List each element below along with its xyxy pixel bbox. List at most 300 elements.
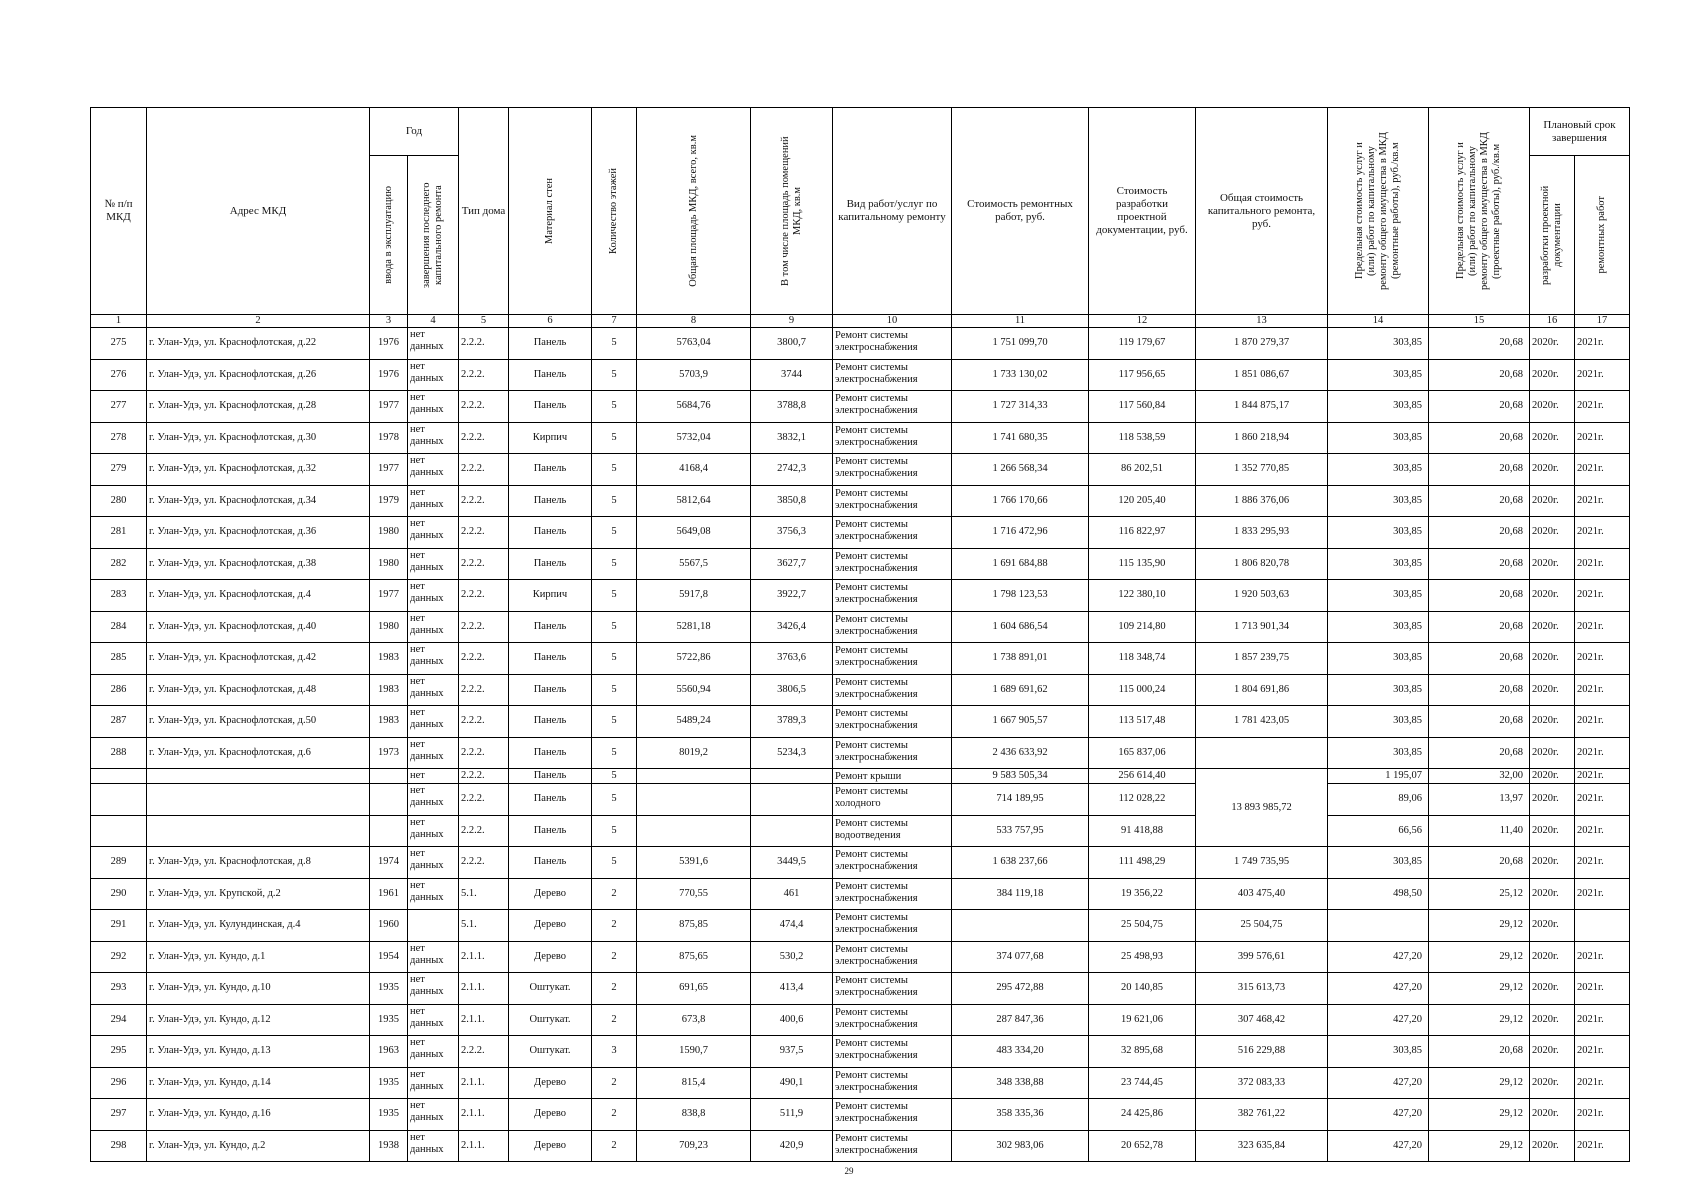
row-limit-design: 20,68 [1429, 485, 1530, 517]
table-row [91, 674, 1630, 706]
row-repair-cost: 714 189,95 [952, 784, 1089, 816]
row-plan-repair: 2021г. [1575, 973, 1630, 1005]
row-year-commission: 1935 [370, 973, 408, 1005]
row-total-cost: 1 851 086,67 [1196, 359, 1328, 391]
header-wall-material: Материал стен [509, 108, 592, 315]
row-design-cost: 165 837,06 [1089, 737, 1196, 769]
row-house-type: 2.2.2. [459, 422, 509, 454]
table-row [91, 580, 1630, 612]
row-plan-repair: 2021г. [1575, 1130, 1630, 1162]
row-house-type: 2.1.1. [459, 941, 509, 973]
row-plan-design: 2020г. [1530, 391, 1575, 423]
row-total-area: 5567,5 [637, 548, 751, 580]
row-address: г. Улан-Удэ, ул. Краснофлотская, д.30 [147, 422, 370, 454]
row-repair-cost: 302 983,06 [952, 1130, 1089, 1162]
header-year-commission: ввода в эксплуатацию [370, 156, 408, 315]
table-row [91, 517, 1630, 549]
capital-repair-table [90, 107, 1630, 1162]
row-total-cost: 399 576,61 [1196, 941, 1328, 973]
row-year-commission: 1977 [370, 454, 408, 486]
row-floors: 5 [592, 847, 637, 879]
header-premises-area: В том числе площадь помещений МКД, кв.м [751, 108, 833, 315]
row-number: 293 [91, 973, 147, 1005]
row-wall-material: Дерево [509, 1067, 592, 1099]
table-row [91, 611, 1630, 643]
row-wall-material: Панель [509, 737, 592, 769]
row-wall-material: Кирпич [509, 580, 592, 612]
row-wall-material: Панель [509, 784, 592, 816]
row-total-area: 5489,24 [637, 706, 751, 738]
row-number: 279 [91, 454, 147, 486]
row-limit-design: 13,97 [1429, 784, 1530, 816]
row-limit-repair: 303,85 [1328, 611, 1429, 643]
row-wall-material: Панель [509, 454, 592, 486]
row-year-last-repair: нет данных [408, 847, 459, 879]
row-total-area: 5684,76 [637, 391, 751, 423]
row-year-last-repair: нет данных [408, 1130, 459, 1162]
row-total-cost: 25 504,75 [1196, 910, 1328, 942]
row-number: 289 [91, 847, 147, 879]
row-limit-repair: 427,20 [1328, 1067, 1429, 1099]
row-address: г. Улан-Удэ, ул. Кундо, д.14 [147, 1067, 370, 1099]
row-design-cost: 118 538,59 [1089, 422, 1196, 454]
row-address: г. Улан-Удэ, ул. Краснофлотская, д.42 [147, 643, 370, 675]
row-house-type: 2.2.2. [459, 580, 509, 612]
column-number: 9 [751, 315, 833, 328]
row-wall-material: Дерево [509, 1130, 592, 1162]
row-premises-area [751, 769, 833, 784]
row-design-cost: 113 517,48 [1089, 706, 1196, 738]
row-wall-material: Панель [509, 517, 592, 549]
row-floors: 2 [592, 1067, 637, 1099]
row-limit-repair: 427,20 [1328, 1130, 1429, 1162]
row-year-last-repair: нет данных [408, 878, 459, 910]
row-plan-repair: 2021г. [1575, 878, 1630, 910]
row-address: г. Улан-Удэ, ул. Кундо, д.13 [147, 1036, 370, 1068]
row-plan-design: 2020г. [1530, 973, 1575, 1005]
row-total-cost: 13 893 985,72 [1196, 769, 1328, 847]
row-plan-repair: 2021г. [1575, 580, 1630, 612]
row-work-type: Ремонт системы электроснабжения [833, 847, 952, 879]
row-house-type: 5.1. [459, 910, 509, 942]
row-limit-repair: 303,85 [1328, 643, 1429, 675]
row-total-area: 815,4 [637, 1067, 751, 1099]
row-plan-repair: 2021г. [1575, 784, 1630, 816]
row-plan-repair: 2021г. [1575, 328, 1630, 360]
row-repair-cost: 533 757,95 [952, 815, 1089, 847]
row-total-area: 5722,86 [637, 643, 751, 675]
row-address: г. Улан-Удэ, ул. Кундо, д.2 [147, 1130, 370, 1162]
row-total-area: 5560,94 [637, 674, 751, 706]
row-premises-area: 400,6 [751, 1004, 833, 1036]
row-limit-design: 29,12 [1429, 973, 1530, 1005]
table-row [91, 1067, 1630, 1099]
row-year-commission: 1980 [370, 517, 408, 549]
row-wall-material: Дерево [509, 910, 592, 942]
row-premises-area: 3756,3 [751, 517, 833, 549]
column-number: 14 [1328, 315, 1429, 328]
row-work-type: Ремонт системы электроснабжения [833, 973, 952, 1005]
row-year-last-repair: нет [408, 769, 459, 784]
row-repair-cost: 1 733 130,02 [952, 359, 1089, 391]
row-wall-material: Панель [509, 706, 592, 738]
row-total-cost [1196, 737, 1328, 769]
row-address: г. Улан-Удэ, ул. Краснофлотская, д.4 [147, 580, 370, 612]
row-year-last-repair: нет данных [408, 674, 459, 706]
row-premises-area: 490,1 [751, 1067, 833, 1099]
row-number: 285 [91, 643, 147, 675]
row-limit-repair: 303,85 [1328, 674, 1429, 706]
row-number: 282 [91, 548, 147, 580]
table-row [91, 1099, 1630, 1131]
row-house-type: 2.1.1. [459, 1130, 509, 1162]
row-premises-area: 3850,8 [751, 485, 833, 517]
row-work-type: Ремонт системы электроснабжения [833, 328, 952, 360]
column-number: 5 [459, 315, 509, 328]
row-wall-material: Оштукат. [509, 1036, 592, 1068]
row-total-cost: 1 870 279,37 [1196, 328, 1328, 360]
row-design-cost: 117 560,84 [1089, 391, 1196, 423]
row-house-type: 5.1. [459, 878, 509, 910]
row-work-type: Ремонт системы электроснабжения [833, 910, 952, 942]
header-year-group: Год [370, 108, 459, 156]
row-year-last-repair: нет данных [408, 485, 459, 517]
table-row [91, 1130, 1630, 1162]
column-number: 2 [147, 315, 370, 328]
row-limit-repair: 303,85 [1328, 580, 1429, 612]
row-premises-area: 3806,5 [751, 674, 833, 706]
row-limit-design: 20,68 [1429, 548, 1530, 580]
row-total-cost: 1 749 735,95 [1196, 847, 1328, 879]
row-work-type: Ремонт системы холодного [833, 784, 952, 816]
row-total-cost: 372 083,33 [1196, 1067, 1328, 1099]
row-floors: 3 [592, 1036, 637, 1068]
row-limit-design: 20,68 [1429, 454, 1530, 486]
row-total-area: 875,85 [637, 910, 751, 942]
row-plan-design: 2020г. [1530, 737, 1575, 769]
row-floors: 2 [592, 910, 637, 942]
row-limit-repair: 303,85 [1328, 328, 1429, 360]
row-plan-design: 2020г. [1530, 910, 1575, 942]
row-floors: 5 [592, 784, 637, 816]
row-design-cost: 19 356,22 [1089, 878, 1196, 910]
row-wall-material: Панель [509, 391, 592, 423]
row-work-type: Ремонт системы электроснабжения [833, 1099, 952, 1131]
row-repair-cost: 2 436 633,92 [952, 737, 1089, 769]
column-number: 6 [509, 315, 592, 328]
row-year-last-repair: нет данных [408, 580, 459, 612]
row-premises-area: 3922,7 [751, 580, 833, 612]
column-number: 3 [370, 315, 408, 328]
row-work-type: Ремонт системы электроснабжения [833, 611, 952, 643]
row-year-last-repair: нет данных [408, 815, 459, 847]
row-floors: 5 [592, 454, 637, 486]
row-limit-design: 20,68 [1429, 328, 1530, 360]
row-house-type: 2.2.2. [459, 359, 509, 391]
row-repair-cost: 1 751 099,70 [952, 328, 1089, 360]
row-design-cost: 25 498,93 [1089, 941, 1196, 973]
row-total-cost: 1 860 218,94 [1196, 422, 1328, 454]
row-floors: 2 [592, 1130, 637, 1162]
row-total-cost: 1 806 820,78 [1196, 548, 1328, 580]
row-wall-material: Панель [509, 815, 592, 847]
row-plan-repair: 2021г. [1575, 517, 1630, 549]
row-limit-repair: 303,85 [1328, 548, 1429, 580]
row-limit-repair: 1 195,07 [1328, 769, 1429, 784]
row-repair-cost: 483 334,20 [952, 1036, 1089, 1068]
row-floors: 2 [592, 941, 637, 973]
row-premises-area: 3449,5 [751, 847, 833, 879]
row-design-cost: 23 744,45 [1089, 1067, 1196, 1099]
row-year-last-repair: нет данных [408, 517, 459, 549]
row-design-cost: 118 348,74 [1089, 643, 1196, 675]
row-total-area: 838,8 [637, 1099, 751, 1131]
row-floors: 2 [592, 1004, 637, 1036]
row-limit-design: 29,12 [1429, 1067, 1530, 1099]
row-wall-material: Панель [509, 611, 592, 643]
row-address: г. Улан-Удэ, ул. Краснофлотская, д.6 [147, 737, 370, 769]
column-number: 15 [1429, 315, 1530, 328]
row-work-type: Ремонт системы электроснабжения [833, 1067, 952, 1099]
row-work-type: Ремонт системы электроснабжения [833, 359, 952, 391]
row-limit-repair: 427,20 [1328, 973, 1429, 1005]
row-design-cost: 120 205,40 [1089, 485, 1196, 517]
row-repair-cost: 1 604 686,54 [952, 611, 1089, 643]
table-row [91, 878, 1630, 910]
row-limit-repair: 303,85 [1328, 485, 1429, 517]
row-work-type: Ремонт системы электроснабжения [833, 422, 952, 454]
row-limit-design: 32,00 [1429, 769, 1530, 784]
row-total-area: 875,65 [637, 941, 751, 973]
row-plan-design: 2020г. [1530, 878, 1575, 910]
row-total-cost: 382 761,22 [1196, 1099, 1328, 1131]
row-repair-cost [952, 910, 1089, 942]
row-plan-design: 2020г. [1530, 1130, 1575, 1162]
table-row [91, 422, 1630, 454]
row-total-cost: 1 352 770,85 [1196, 454, 1328, 486]
row-limit-repair: 89,06 [1328, 784, 1429, 816]
row-limit-repair: 427,20 [1328, 941, 1429, 973]
row-house-type: 2.2.2. [459, 1036, 509, 1068]
row-repair-cost: 1 738 891,01 [952, 643, 1089, 675]
header-plan-design: разработки проектной документации [1530, 156, 1575, 315]
row-plan-repair [1575, 910, 1630, 942]
row-number: 280 [91, 485, 147, 517]
row-repair-cost: 1 689 691,62 [952, 674, 1089, 706]
row-plan-design: 2020г. [1530, 580, 1575, 612]
row-repair-cost: 1 741 680,35 [952, 422, 1089, 454]
row-premises-area: 511,9 [751, 1099, 833, 1131]
row-total-area: 5732,04 [637, 422, 751, 454]
row-plan-repair: 2021г. [1575, 1099, 1630, 1131]
row-year-commission: 1935 [370, 1099, 408, 1131]
row-house-type: 2.1.1. [459, 1004, 509, 1036]
row-limit-repair [1328, 910, 1429, 942]
row-floors: 5 [592, 674, 637, 706]
header-total-area: Общая площадь МКД, всего, кв.м [637, 108, 751, 315]
row-limit-design: 20,68 [1429, 706, 1530, 738]
row-work-type: Ремонт системы электроснабжения [833, 517, 952, 549]
row-repair-cost: 384 119,18 [952, 878, 1089, 910]
row-house-type: 2.2.2. [459, 391, 509, 423]
row-wall-material: Панель [509, 847, 592, 879]
row-total-area [637, 769, 751, 784]
table-row [91, 737, 1630, 769]
row-address [147, 784, 370, 816]
row-year-last-repair: нет данных [408, 548, 459, 580]
row-address: г. Улан-Удэ, ул. Краснофлотская, д.50 [147, 706, 370, 738]
row-limit-repair: 303,85 [1328, 454, 1429, 486]
row-number: 298 [91, 1130, 147, 1162]
row-repair-cost: 1 798 123,53 [952, 580, 1089, 612]
row-plan-repair: 2021г. [1575, 674, 1630, 706]
row-work-type: Ремонт системы электроснабжения [833, 1004, 952, 1036]
page-number: 29 [844, 1166, 854, 1176]
row-limit-repair: 66,56 [1328, 815, 1429, 847]
row-address: г. Улан-Удэ, ул. Кундо, д.16 [147, 1099, 370, 1131]
row-total-cost: 1 713 901,34 [1196, 611, 1328, 643]
row-house-type: 2.2.2. [459, 784, 509, 816]
row-limit-design: 20,68 [1429, 422, 1530, 454]
header-limit-design: Предельная стоимость услуг и (или) работ по капитальному ремонту общего имущества в МКД (проектные работы), руб./кв.м [1429, 108, 1530, 315]
table-body [91, 328, 1630, 1162]
row-repair-cost: 1 727 314,33 [952, 391, 1089, 423]
row-repair-cost: 287 847,36 [952, 1004, 1089, 1036]
table-row [91, 643, 1630, 675]
row-plan-design: 2020г. [1530, 611, 1575, 643]
row-address: г. Улан-Удэ, ул. Краснофлотская, д.34 [147, 485, 370, 517]
row-premises-area: 3763,6 [751, 643, 833, 675]
row-repair-cost: 1 667 905,57 [952, 706, 1089, 738]
row-house-type: 2.2.2. [459, 517, 509, 549]
row-house-type: 2.2.2. [459, 485, 509, 517]
row-total-area: 5763,04 [637, 328, 751, 360]
row-repair-cost: 1 716 472,96 [952, 517, 1089, 549]
header-year-last-repair: завершения последнего капитального ремонта [408, 156, 459, 315]
row-plan-repair: 2021г. [1575, 422, 1630, 454]
row-plan-design: 2020г. [1530, 784, 1575, 816]
row-design-cost: 115 135,90 [1089, 548, 1196, 580]
row-total-cost: 323 635,84 [1196, 1130, 1328, 1162]
row-year-last-repair: нет данных [408, 454, 459, 486]
row-year-last-repair: нет данных [408, 643, 459, 675]
row-premises-area: 2742,3 [751, 454, 833, 486]
row-total-area: 673,8 [637, 1004, 751, 1036]
row-address: г. Улан-Удэ, ул. Кундо, д.1 [147, 941, 370, 973]
row-number: 281 [91, 517, 147, 549]
row-number: 296 [91, 1067, 147, 1099]
row-limit-repair: 427,20 [1328, 1004, 1429, 1036]
header-floors: Количество этажей [592, 108, 637, 315]
row-limit-design: 20,68 [1429, 611, 1530, 643]
row-address: г. Улан-Удэ, ул. Кундо, д.10 [147, 973, 370, 1005]
row-design-cost: 91 418,88 [1089, 815, 1196, 847]
row-year-last-repair: нет данных [408, 941, 459, 973]
row-limit-design: 20,68 [1429, 580, 1530, 612]
header-design-cost: Стоимость разработки проектной документации, руб. [1089, 108, 1196, 315]
row-premises-area [751, 784, 833, 816]
row-repair-cost: 295 472,88 [952, 973, 1089, 1005]
row-address: г. Улан-Удэ, ул. Краснофлотская, д.22 [147, 328, 370, 360]
row-plan-design: 2020г. [1530, 941, 1575, 973]
row-year-commission: 1983 [370, 674, 408, 706]
row-premises-area: 3627,7 [751, 548, 833, 580]
row-limit-design: 29,12 [1429, 941, 1530, 973]
header-repair-cost: Стоимость ремонтных работ, руб. [952, 108, 1089, 315]
row-house-type: 2.2.2. [459, 706, 509, 738]
row-year-commission: 1978 [370, 422, 408, 454]
table-row [91, 485, 1630, 517]
row-house-type: 2.1.1. [459, 1099, 509, 1131]
row-year-commission: 1973 [370, 737, 408, 769]
row-wall-material: Панель [509, 643, 592, 675]
row-limit-repair: 303,85 [1328, 422, 1429, 454]
row-plan-design: 2020г. [1530, 1036, 1575, 1068]
row-floors: 5 [592, 611, 637, 643]
row-premises-area: 3832,1 [751, 422, 833, 454]
row-year-last-repair: нет данных [408, 359, 459, 391]
row-plan-design: 2020г. [1530, 1004, 1575, 1036]
row-year-last-repair: нет данных [408, 1099, 459, 1131]
row-year-last-repair: нет данных [408, 973, 459, 1005]
row-plan-design: 2020г. [1530, 454, 1575, 486]
row-house-type: 2.2.2. [459, 674, 509, 706]
row-wall-material: Панель [509, 485, 592, 517]
row-total-area: 5917,8 [637, 580, 751, 612]
row-work-type: Ремонт системы электроснабжения [833, 1130, 952, 1162]
row-design-cost: 119 179,67 [1089, 328, 1196, 360]
row-total-area: 5281,18 [637, 611, 751, 643]
row-house-type: 2.2.2. [459, 815, 509, 847]
row-premises-area: 530,2 [751, 941, 833, 973]
row-limit-repair: 303,85 [1328, 737, 1429, 769]
row-premises-area: 5234,3 [751, 737, 833, 769]
row-number [91, 815, 147, 847]
row-total-area: 691,65 [637, 973, 751, 1005]
row-limit-repair: 303,85 [1328, 359, 1429, 391]
row-plan-design: 2020г. [1530, 674, 1575, 706]
row-design-cost: 109 214,80 [1089, 611, 1196, 643]
row-wall-material: Дерево [509, 878, 592, 910]
row-year-last-repair: нет данных [408, 784, 459, 816]
row-address: г. Улан-Удэ, ул. Краснофлотская, д.40 [147, 611, 370, 643]
row-repair-cost: 1 691 684,88 [952, 548, 1089, 580]
table-row [91, 769, 1630, 784]
row-address: г. Улан-Удэ, ул. Краснофлотская, д.28 [147, 391, 370, 423]
row-limit-design: 20,68 [1429, 847, 1530, 879]
row-floors: 5 [592, 359, 637, 391]
row-house-type: 2.2.2. [459, 847, 509, 879]
row-number: 278 [91, 422, 147, 454]
row-plan-repair: 2021г. [1575, 941, 1630, 973]
row-work-type: Ремонт системы электроснабжения [833, 941, 952, 973]
row-design-cost: 24 425,86 [1089, 1099, 1196, 1131]
row-premises-area: 3744 [751, 359, 833, 391]
row-year-commission: 1977 [370, 391, 408, 423]
header-house-type: Тип дома [459, 108, 509, 315]
row-address: г. Улан-Удэ, ул. Краснофлотская, д.32 [147, 454, 370, 486]
row-total-cost: 1 844 875,17 [1196, 391, 1328, 423]
row-year-commission: 1954 [370, 941, 408, 973]
column-number: 12 [1089, 315, 1196, 328]
row-repair-cost: 1 638 237,66 [952, 847, 1089, 879]
row-plan-repair: 2021г. [1575, 847, 1630, 879]
row-work-type: Ремонт системы электроснабжения [833, 454, 952, 486]
row-wall-material: Панель [509, 548, 592, 580]
row-floors: 2 [592, 973, 637, 1005]
header-plan-repair: ремонтных работ [1575, 156, 1630, 315]
row-total-area [637, 784, 751, 816]
